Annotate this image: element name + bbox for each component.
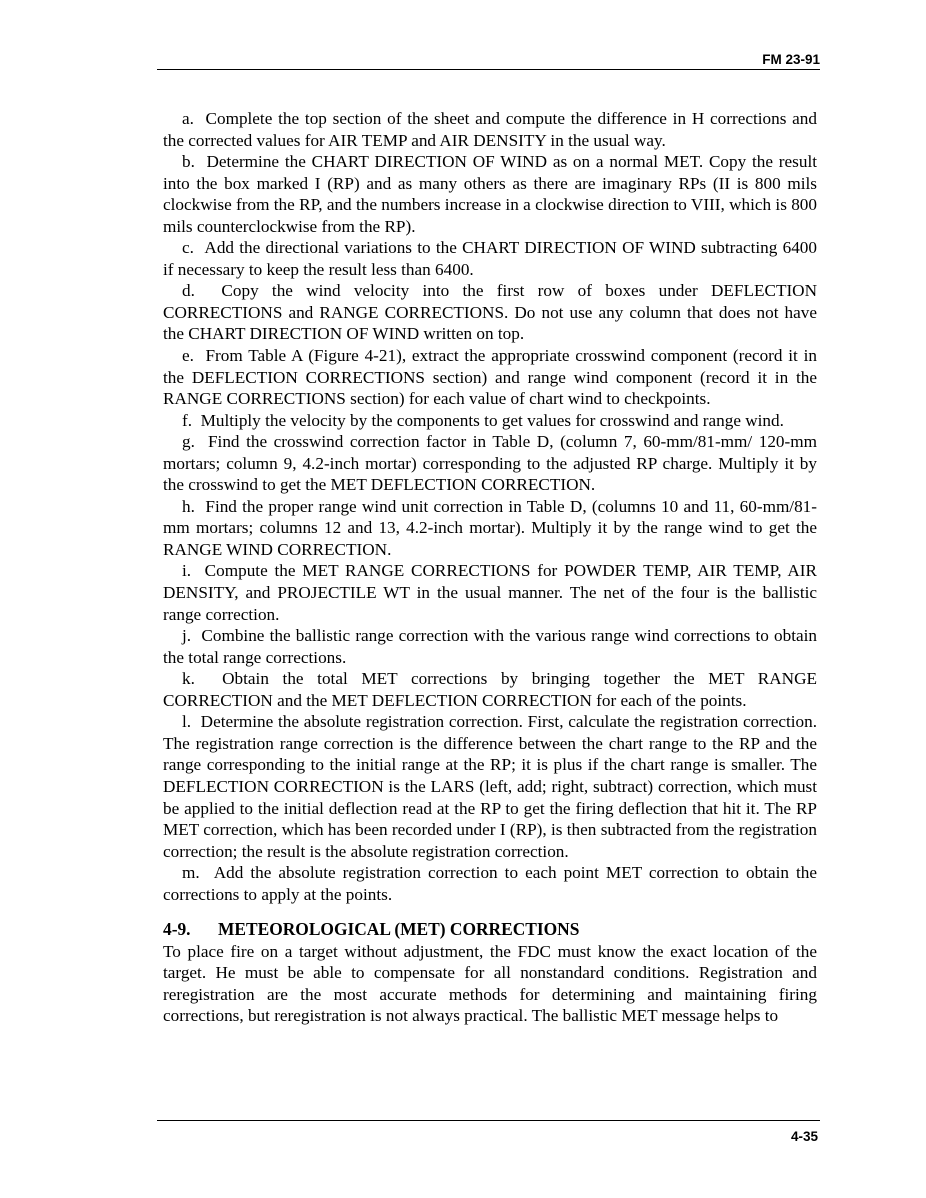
step-d: d. Copy the wind velocity into the first row of boxes under DEFLECTION CORRECTIONS and RANGE CORRECTIONS. Do not use any column that does not have the CHART DIRECTION OF WIND written on top. [163,281,817,344]
step-g: g. Find the crosswind correction factor in Table D, (column 7, 60-mm/81-mm/ 120-mm mortars; column 9, 4.2-inch mortar) corresponding to the adjusted RP charge. Multiply it by the crosswind to get the MET DEFLECTION CORRECTION. [163,432,817,495]
step-j: j. Combine the ballistic range correction with the various range wind corrections to obtain the total range corrections. [163,626,817,667]
footer-rule [157,1120,820,1121]
step-m: m. Add the absolute registration correction to each point MET correction to obtain the corrections to apply at the points. [163,863,817,904]
step-b: b. Determine the CHART DIRECTION OF WIND as on a normal MET. Copy the result into the box marked I (RP) and as many others as there are imaginary RPs (II is 800 mils clockwise from the RP, and the numbers increase in a clockwise direction to VIII, which is 800 mils counterclockwise from the RP). [163,152,817,236]
page-number: 4-35 [790,1129,818,1144]
section-body: To place fire on a target without adjustment, the FDC must know the exact location of the target. He must be able to compensate for all nonstandard conditions. Registration and reregistration are the most accurate methods for determining and maintaining firing corrections, but reregistration is not always practical. The ballistic MET message helps to [163,941,817,1026]
step-e: e. From Table A (Figure 4-21), extract the appropriate crosswind component (record it in the DEFLECTION CORRECTIONS section) and range wind component (record it in the RANGE CORRECTIONS section) for each value of chart wind to checkpoints. [163,346,817,409]
step-c: c. Add the directional variations to the CHART DIRECTION OF WIND subtracting 6400 if necessary to keep the result less than 6400. [163,238,817,279]
step-h: h. Find the proper range wind unit correction in Table D, (columns 10 and 11, 60-mm/81-mm mortars; columns 12 and 13, 4.2-inch mortar). Multiply it by the range wind to get the RANGE WIND CORRECTION. [163,496,817,559]
manual-id-header: FM 23-91 [762,52,820,67]
step-a: a. Complete the top section of the sheet and compute the difference in H corrections and the corrected values for AIR TEMP and AIR DENSITY in the usual way. [163,109,817,150]
step-f: f. Multiply the velocity by the components to get values for crosswind and range wind. [182,410,784,430]
step-i: i. Compute the MET RANGE CORRECTIONS for POWDER TEMP, AIR TEMP, AIR DENSITY, and PROJECTILE WT in the usual manner. The net of the four is the ballistic range correction. [163,561,817,624]
section-number: 4-9. [163,919,191,940]
step-l: l. Determine the absolute registration correction. First, calculate the registration correction. The registration range correction is the difference between the chart range to the RP and the range corresponding to the initial range at the RP; it is plus if the chart range is smaller. The DEFLECTION CORRECTION is the LARS (left, add; right, subtract) correction, which must be applied to the initial deflection read at the RP to get the firing deflection that hit it. The RP MET correction, which has been recorded under I (RP), is then subtracted from the registration correction; the result is the absolute registration correction. [163,712,817,861]
section-heading [163,919,817,941]
header-rule [157,69,820,70]
step-k: k. Obtain the total MET corrections by bringing together the MET RANGE CORRECTION and the MET DEFLECTION CORRECTION for each of the points. [163,669,817,710]
section-title: METEOROLOGICAL (MET) CORRECTIONS [218,919,580,940]
page-body [163,108,817,1027]
